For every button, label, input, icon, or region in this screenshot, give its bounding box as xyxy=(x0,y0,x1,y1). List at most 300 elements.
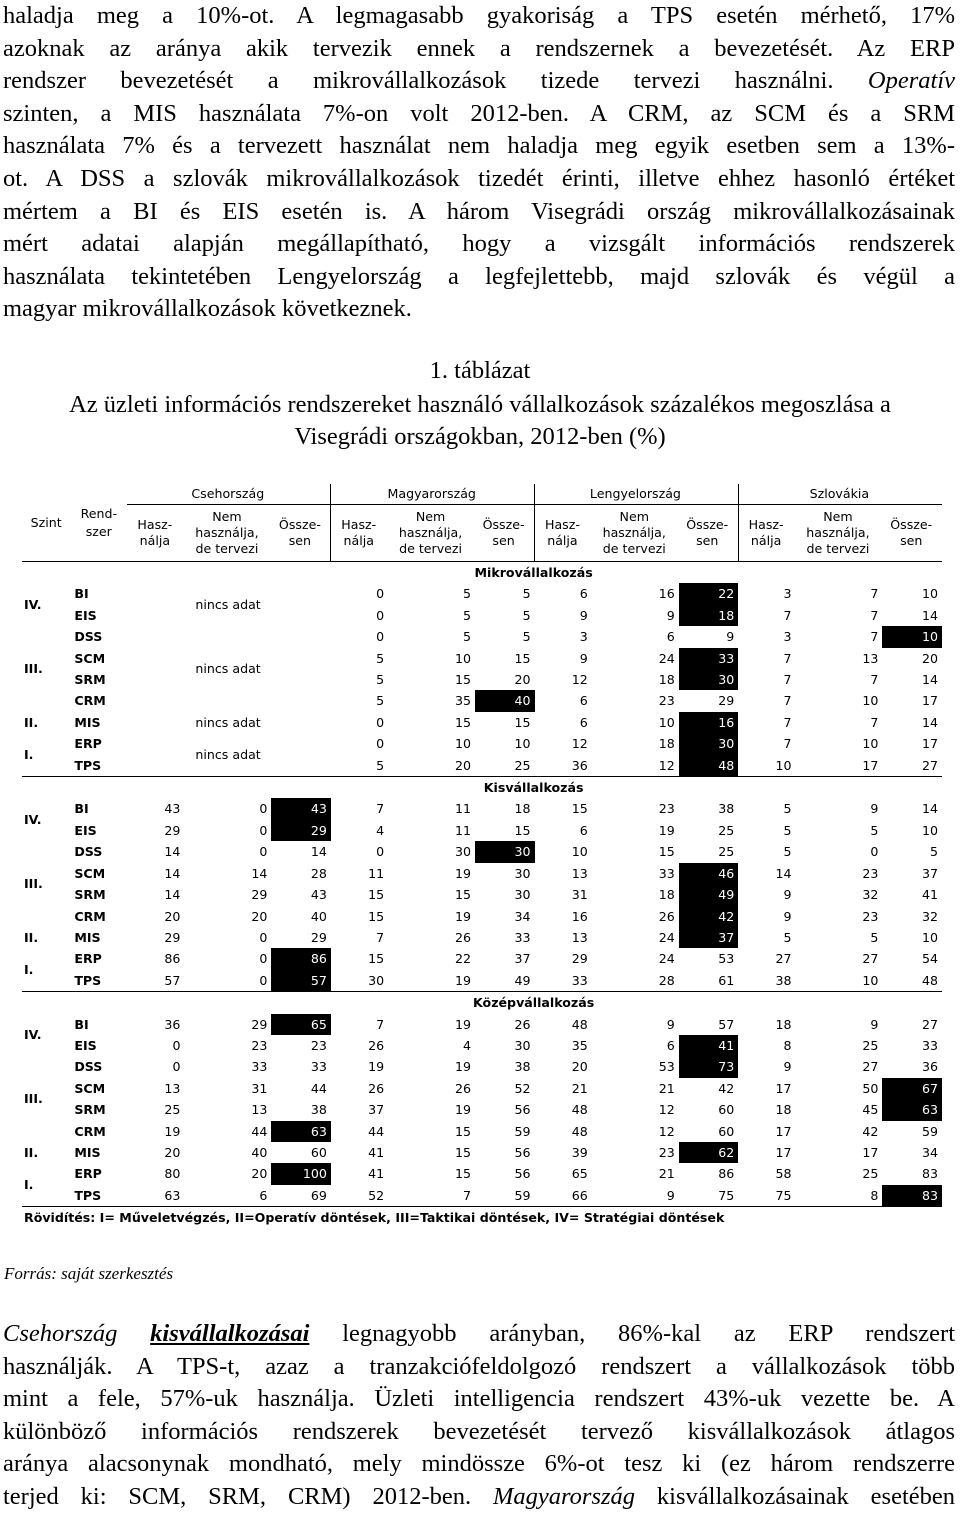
value-cell: 14 xyxy=(310,844,327,860)
text-line xyxy=(3,293,955,326)
value-cell: 26 xyxy=(455,929,472,945)
value-cell: 12 xyxy=(658,1123,675,1139)
value-cell: 23 xyxy=(310,1037,327,1053)
table-row xyxy=(22,1056,942,1077)
value-cell: 29 xyxy=(271,820,330,841)
blank-cell xyxy=(22,562,72,584)
value-cell: 7 xyxy=(870,586,879,602)
value-cell: 57 xyxy=(164,972,181,988)
value-cell: 29 xyxy=(164,929,181,945)
value-cell: 5 xyxy=(929,844,938,860)
value-cell: 56 xyxy=(514,1144,531,1160)
value-cell: 29 xyxy=(571,951,588,967)
value-cell: 23 xyxy=(658,1144,675,1160)
value-cell: 40 xyxy=(475,690,535,711)
value-cell: 18 xyxy=(679,605,739,626)
value-cell: 14 xyxy=(164,844,181,860)
value-cell: 61 xyxy=(718,972,735,988)
value-cell: 25 xyxy=(718,844,735,860)
value-cell: 37 xyxy=(679,927,739,948)
header-row-sub xyxy=(22,505,942,562)
text-run: aránya alacsonynak mondható, mely mindössze 6%-ot tesz ki (ez három rendszerre xyxy=(3,1450,955,1478)
level-cell: II. xyxy=(24,1144,39,1160)
level-cell: III. xyxy=(24,1091,43,1107)
table-number: 1. táblázat xyxy=(429,357,531,384)
value-cell: 57 xyxy=(271,970,330,992)
value-cell: 10 xyxy=(862,736,879,752)
value-cell: 17 xyxy=(775,1080,792,1096)
value-cell: 31 xyxy=(251,1080,268,1096)
section-row xyxy=(22,992,942,1014)
system-cell: CRM xyxy=(74,1123,106,1139)
value-cell: 66 xyxy=(571,1187,588,1203)
sub-header: Nem használja, de tervezi xyxy=(398,509,463,556)
value-cell: 20 xyxy=(164,1144,181,1160)
value-cell: 5 xyxy=(376,693,385,709)
table-row xyxy=(22,884,942,905)
value-cell: 20 xyxy=(251,908,268,924)
value-cell: 30 xyxy=(368,972,385,988)
value-cell: 36 xyxy=(164,1016,181,1032)
value-cell: 73 xyxy=(679,1056,739,1077)
value-cell: 50 xyxy=(862,1080,879,1096)
country-header: Szlovákia xyxy=(738,484,942,505)
value-cell: 46 xyxy=(679,863,739,884)
value-cell: 65 xyxy=(571,1166,588,1182)
value-cell: 30 xyxy=(455,844,472,860)
value-cell: 0 xyxy=(259,844,268,860)
value-cell: 44 xyxy=(310,1080,327,1096)
value-cell: 18 xyxy=(658,672,675,688)
text-line xyxy=(3,65,955,98)
value-cell: 0 xyxy=(259,801,268,817)
value-cell: 25 xyxy=(862,1037,879,1053)
value-cell: 21 xyxy=(658,1166,675,1182)
table-row xyxy=(22,927,942,948)
value-cell: 53 xyxy=(658,1059,675,1075)
system-cell: ERP xyxy=(74,736,102,752)
table-row xyxy=(22,1163,942,1184)
value-cell: 9 xyxy=(783,908,792,924)
blank-cell xyxy=(72,777,127,799)
text-run: szinten, a MIS használata 7%-on volt 2012-ben. A CRM, az SCM és a SRM xyxy=(3,99,955,127)
system-cell: ERP xyxy=(74,951,102,967)
text-line xyxy=(3,33,955,66)
value-cell: 25 xyxy=(718,822,735,838)
value-cell: 30 xyxy=(514,1037,531,1053)
value-cell: 9 xyxy=(579,607,588,623)
value-cell: 30 xyxy=(514,865,531,881)
sub-header: Össze-sen xyxy=(482,517,525,548)
value-cell: 7 xyxy=(376,929,385,945)
system-cell: EIS xyxy=(74,607,97,623)
level-cell: III. xyxy=(24,661,43,677)
value-cell: 44 xyxy=(251,1123,268,1139)
value-cell: 83 xyxy=(921,1166,938,1182)
text-run: kisvállalkozásainak esetében xyxy=(635,1482,955,1510)
value-cell: 27 xyxy=(862,951,879,967)
abbreviation-row xyxy=(22,1207,942,1229)
value-cell: 14 xyxy=(921,607,938,623)
system-cell: BI xyxy=(74,1016,89,1032)
value-cell: 63 xyxy=(164,1187,181,1203)
table-row xyxy=(22,1035,942,1056)
system-cell: EIS xyxy=(74,1037,97,1053)
value-cell: 15 xyxy=(455,1166,472,1182)
table-row xyxy=(22,583,942,604)
no-data-cell: nincs adat xyxy=(195,746,261,762)
value-cell: 12 xyxy=(658,757,675,773)
value-cell: 5 xyxy=(463,607,472,623)
value-cell: 25 xyxy=(514,757,531,773)
system-cell: SCM xyxy=(74,865,106,881)
value-cell: 6 xyxy=(666,1037,675,1053)
system-cell: SRM xyxy=(74,1102,106,1118)
country-header: Magyarország xyxy=(331,484,535,505)
table-row xyxy=(22,712,942,733)
value-cell: 59 xyxy=(921,1123,938,1139)
sub-header: Nem használja, de tervezi xyxy=(806,509,870,556)
value-cell: 33 xyxy=(514,929,531,945)
value-cell: 41 xyxy=(921,887,938,903)
country-header: Csehország xyxy=(127,484,331,505)
no-data-cell: nincs adat xyxy=(195,661,261,677)
value-cell: 12 xyxy=(571,672,588,688)
system-cell: CRM xyxy=(74,693,106,709)
value-cell: 35 xyxy=(455,693,472,709)
table-row xyxy=(22,1121,942,1142)
value-cell: 7 xyxy=(783,736,792,752)
is-usage-table xyxy=(22,484,942,1229)
value-cell: 49 xyxy=(514,972,531,988)
value-cell: 56 xyxy=(514,1166,531,1182)
value-cell: 80 xyxy=(164,1166,181,1182)
sub-header: Össze-sen xyxy=(278,517,321,548)
text-run: használják. A TPS-t, azaz a tranzakciófeldolgozó rendszert a vállalkozások több xyxy=(3,1352,955,1380)
text-run: magyar mikrovállalkozások következnek. xyxy=(3,295,412,323)
text-run: Csehország xyxy=(3,1320,118,1347)
value-cell: 0 xyxy=(376,607,385,623)
value-cell: 13 xyxy=(862,650,879,666)
value-cell: 36 xyxy=(571,757,588,773)
value-cell: 12 xyxy=(571,736,588,752)
value-cell: 12 xyxy=(658,1102,675,1118)
value-cell: 0 xyxy=(259,972,268,988)
value-cell: 33 xyxy=(571,972,588,988)
level-cell: I. xyxy=(24,1177,34,1193)
value-cell: 9 xyxy=(783,887,792,903)
table-row xyxy=(22,1078,942,1099)
value-cell: 33 xyxy=(921,1037,938,1053)
value-cell: 26 xyxy=(368,1037,385,1053)
value-cell: 5 xyxy=(783,929,792,945)
value-cell: 9 xyxy=(666,1016,675,1032)
value-cell: 7 xyxy=(870,629,879,645)
value-cell: 17 xyxy=(862,757,879,773)
value-cell: 8 xyxy=(870,1187,879,1203)
system-cell: MIS xyxy=(74,714,101,730)
value-cell: 19 xyxy=(455,865,472,881)
value-cell: 23 xyxy=(862,865,879,881)
sub-header: Össze-sen xyxy=(686,517,729,548)
value-cell: 15 xyxy=(514,650,531,666)
section-title: Kisvállalkozás xyxy=(127,777,942,799)
value-cell: 52 xyxy=(514,1080,531,1096)
sub-header: Hasz-nálja xyxy=(738,505,795,562)
value-cell: 15 xyxy=(368,951,385,967)
value-cell: 24 xyxy=(658,951,675,967)
table-row xyxy=(22,1099,942,1120)
value-cell: 20 xyxy=(164,908,181,924)
system-cell: SCM xyxy=(74,1080,106,1096)
value-cell: 20 xyxy=(571,1059,588,1075)
value-cell: 10 xyxy=(862,693,879,709)
value-cell: 13 xyxy=(571,929,588,945)
value-cell: 60 xyxy=(310,1144,327,1160)
value-cell: 36 xyxy=(921,1059,938,1075)
value-cell: 41 xyxy=(368,1144,385,1160)
text-run: mint a fele, 57%-uk használja. Üzleti intelligencia rendszert 43%-uk vezette be. A xyxy=(3,1385,955,1413)
table-row xyxy=(22,863,942,884)
value-cell: 5 xyxy=(522,629,531,645)
value-cell: 0 xyxy=(259,929,268,945)
value-cell: 5 xyxy=(783,822,792,838)
value-cell: 27 xyxy=(775,951,792,967)
value-cell: 10 xyxy=(882,626,942,647)
value-cell: 10 xyxy=(921,586,938,602)
value-cell: 19 xyxy=(658,822,675,838)
table-row xyxy=(22,970,942,992)
value-cell: 30 xyxy=(679,733,739,754)
value-cell: 7 xyxy=(783,714,792,730)
value-cell: 10 xyxy=(775,757,792,773)
value-cell: 6 xyxy=(579,693,588,709)
blank-cell xyxy=(22,777,72,799)
level-cell: I. xyxy=(24,746,34,762)
value-cell: 8 xyxy=(783,1037,792,1053)
text-run: használata tekintetében Lengyelország a legfejlettebb, majd szlovák és végül a xyxy=(3,262,955,290)
text-line xyxy=(3,196,955,229)
table-title-line2: Visegrádi országokban, 2012-ben (%) xyxy=(294,423,666,450)
value-cell: 60 xyxy=(718,1123,735,1139)
body-paragraph xyxy=(3,1318,955,1514)
system-cell: BI xyxy=(74,801,89,817)
value-cell: 48 xyxy=(571,1123,588,1139)
value-cell: 10 xyxy=(658,714,675,730)
value-cell: 5 xyxy=(870,929,879,945)
text-line xyxy=(3,1416,955,1449)
value-cell: 19 xyxy=(368,1059,385,1075)
value-cell: 37 xyxy=(514,951,531,967)
value-cell: 5 xyxy=(463,629,472,645)
value-cell: 6 xyxy=(579,714,588,730)
value-cell: 15 xyxy=(368,908,385,924)
value-cell: 4 xyxy=(376,822,385,838)
system-cell: TPS xyxy=(74,1187,102,1203)
value-cell: 3 xyxy=(579,629,588,645)
country-header: Lengyelország xyxy=(535,484,739,505)
value-cell: 0 xyxy=(376,844,385,860)
value-cell: 5 xyxy=(783,801,792,817)
value-cell: 5 xyxy=(522,607,531,623)
value-cell: 7 xyxy=(870,672,879,688)
table-row xyxy=(22,1014,942,1035)
sub-header: Hasz-nálja xyxy=(331,505,388,562)
text-line xyxy=(3,0,955,33)
level-cell: IV. xyxy=(24,1027,42,1043)
value-cell: 15 xyxy=(455,672,472,688)
sub-header: Nem használja, de tervezi xyxy=(602,509,666,556)
col-header-rendszer: Rend-szer xyxy=(80,505,118,539)
value-cell: 38 xyxy=(514,1059,531,1075)
system-cell: DSS xyxy=(74,844,103,860)
value-cell: 38 xyxy=(718,801,735,817)
text-line xyxy=(3,163,955,196)
value-cell: 24 xyxy=(658,929,675,945)
value-cell: 30 xyxy=(475,841,535,862)
value-cell: 48 xyxy=(571,1102,588,1118)
value-cell: 29 xyxy=(718,693,735,709)
table-row xyxy=(22,733,942,754)
text-run: mértem a BI és EIS esetén is. A három Visegrádi ország mikrovállalkozásainak xyxy=(3,197,955,225)
value-cell: 27 xyxy=(921,757,938,773)
value-cell: 60 xyxy=(718,1102,735,1118)
value-cell: 37 xyxy=(921,865,938,881)
value-cell: 9 xyxy=(870,1016,879,1032)
blank-cell xyxy=(22,992,72,1014)
value-cell: 15 xyxy=(455,1123,472,1139)
value-cell: 7 xyxy=(870,607,879,623)
value-cell: 25 xyxy=(164,1102,181,1118)
value-cell: 11 xyxy=(455,801,472,817)
value-cell: 18 xyxy=(658,736,675,752)
abbreviation-note: Rövidítés: I= Műveletvégzés, II=Operatív döntések, III=Taktikai döntések, IV= Stratégiai döntések xyxy=(22,1207,942,1229)
value-cell: 19 xyxy=(455,972,472,988)
text-line xyxy=(3,1351,955,1384)
value-cell: 14 xyxy=(164,887,181,903)
value-cell: 15 xyxy=(455,714,472,730)
value-cell: 11 xyxy=(455,822,472,838)
value-cell: 9 xyxy=(579,650,588,666)
value-cell: 0 xyxy=(376,629,385,645)
value-cell: 48 xyxy=(679,755,739,777)
value-cell: 15 xyxy=(455,887,472,903)
text-run: rendszer bevezetését a mikrovállalkozások tizede tervezi használni. xyxy=(3,67,868,95)
text-run: különböző információs rendszerek bevezetését tervező kisvállalkozások átlagos xyxy=(3,1417,955,1445)
value-cell: 33 xyxy=(679,648,739,669)
value-cell: 17 xyxy=(921,736,938,752)
value-cell: 21 xyxy=(571,1080,588,1096)
text-run: haladja meg a 10%-ot. A legmagasabb gyakoriság a TPS esetén mérhető, 17% xyxy=(3,2,955,29)
text-line xyxy=(3,98,955,131)
value-cell: 38 xyxy=(775,972,792,988)
text-run: terjed ki: SCM, SRM, CRM) 2012-ben. xyxy=(3,1482,494,1510)
value-cell: 33 xyxy=(310,1059,327,1075)
value-cell: 75 xyxy=(718,1187,735,1203)
text-run: kisvállalkozásai xyxy=(150,1320,310,1347)
value-cell: 21 xyxy=(658,1080,675,1096)
system-cell: DSS xyxy=(74,629,103,645)
value-cell: 10 xyxy=(571,844,588,860)
value-cell: 29 xyxy=(164,822,181,838)
value-cell: 42 xyxy=(718,1080,735,1096)
system-cell: MIS xyxy=(74,929,101,945)
value-cell: 0 xyxy=(259,822,268,838)
system-cell: MIS xyxy=(74,1144,101,1160)
table-row xyxy=(22,626,942,647)
value-cell: 42 xyxy=(862,1123,879,1139)
value-cell: 23 xyxy=(862,908,879,924)
text-run: Operatív xyxy=(867,67,955,95)
system-cell: TPS xyxy=(74,972,102,988)
value-cell: 13 xyxy=(164,1080,181,1096)
value-cell: 4 xyxy=(463,1037,472,1053)
level-cell: II. xyxy=(24,929,39,945)
value-cell: 43 xyxy=(271,798,330,819)
system-cell: SRM xyxy=(74,672,106,688)
value-cell: 14 xyxy=(775,865,792,881)
table-row xyxy=(22,820,942,841)
value-cell: 15 xyxy=(571,801,588,817)
value-cell: 40 xyxy=(310,908,327,924)
value-cell: 14 xyxy=(164,865,181,881)
blank-cell xyxy=(72,562,127,584)
value-cell: 10 xyxy=(921,929,938,945)
value-cell: 5 xyxy=(783,844,792,860)
value-cell: 35 xyxy=(571,1037,588,1053)
value-cell: 3 xyxy=(783,586,792,602)
value-cell: 45 xyxy=(862,1102,879,1118)
value-cell: 41 xyxy=(368,1166,385,1182)
source-note: Forrás: saját szerkesztés xyxy=(4,1264,174,1283)
value-cell: 9 xyxy=(783,1059,792,1075)
value-cell: 0 xyxy=(172,1037,181,1053)
value-cell: 20 xyxy=(455,757,472,773)
value-cell: 7 xyxy=(870,714,879,730)
value-cell: 23 xyxy=(658,801,675,817)
value-cell: 6 xyxy=(579,586,588,602)
section-row xyxy=(22,777,942,799)
value-cell: 48 xyxy=(921,972,938,988)
value-cell: 16 xyxy=(679,712,739,733)
value-cell: 54 xyxy=(921,951,938,967)
value-cell: 17 xyxy=(921,693,938,709)
value-cell: 17 xyxy=(775,1144,792,1160)
value-cell: 19 xyxy=(455,1059,472,1075)
text-run: azoknak az aránya akik tervezik ennek a rendszernek a bevezetését. Az ERP xyxy=(3,34,955,62)
table-row xyxy=(22,948,942,969)
value-cell: 9 xyxy=(666,607,675,623)
level-cell: IV. xyxy=(24,812,42,828)
value-cell: 56 xyxy=(514,1102,531,1118)
value-cell: 11 xyxy=(368,865,385,881)
value-cell: 14 xyxy=(251,865,268,881)
value-cell: 34 xyxy=(514,908,531,924)
value-cell: 10 xyxy=(862,972,879,988)
value-cell: 63 xyxy=(882,1099,942,1120)
value-cell: 20 xyxy=(921,650,938,666)
value-cell: 15 xyxy=(514,822,531,838)
value-cell: 23 xyxy=(658,693,675,709)
value-cell: 86 xyxy=(164,951,181,967)
system-cell: TPS xyxy=(74,757,102,773)
value-cell: 32 xyxy=(862,887,879,903)
value-cell: 57 xyxy=(718,1016,735,1032)
value-cell: 28 xyxy=(310,865,327,881)
text-line xyxy=(3,1448,955,1481)
value-cell: 59 xyxy=(514,1187,531,1203)
table-row xyxy=(22,1142,942,1163)
